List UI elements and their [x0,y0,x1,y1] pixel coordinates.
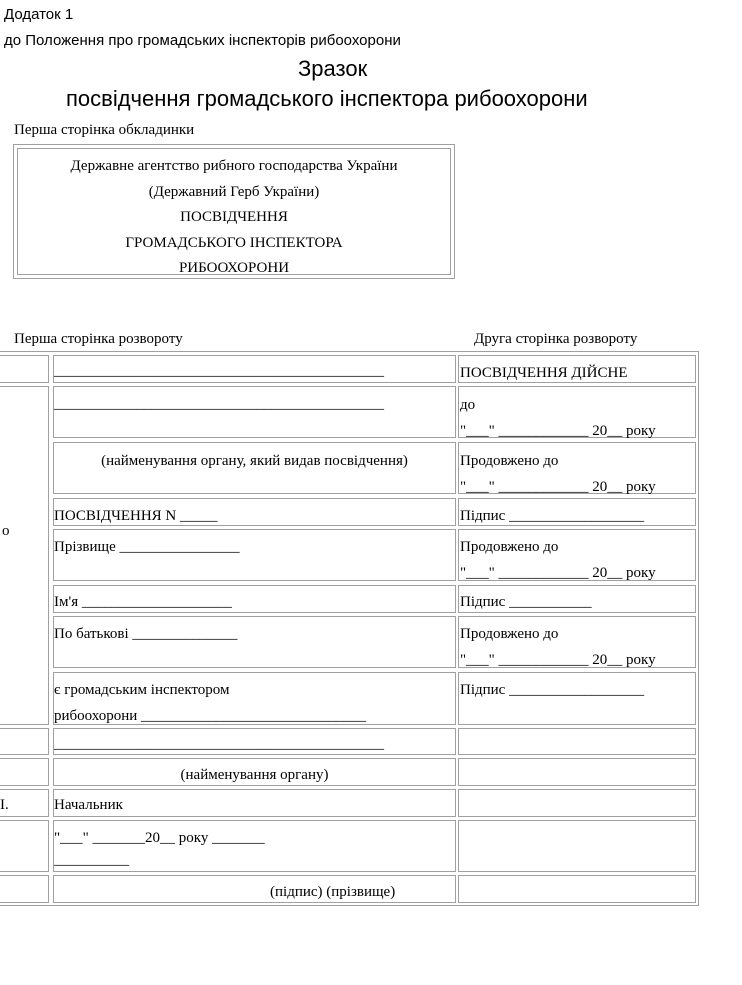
side-cell [0,355,49,383]
right-cell [458,386,696,438]
right-cell [458,498,696,526]
inspector-status-blank: рибоохорони ______________________________ [54,708,367,724]
chief-label: Начальник [54,797,123,813]
right-cell [458,758,696,786]
cover-caption: Перша сторінка обкладинки [14,122,195,138]
name-field: Ім'я ____________________ [54,594,232,610]
organ-label: (найменування органу) [180,767,329,783]
left-cell [53,728,456,755]
sign-label: (підпис) (прізвище) [270,884,396,900]
blank-line: ____________________________________________ [54,396,384,412]
signature-line: Підпис __________________ [460,682,645,698]
valid-until: до [460,397,476,413]
right-cell [458,820,696,872]
extended-label: Продовжено до [460,626,559,642]
spread-right-caption: Друга сторінка розвороту [474,331,638,347]
issuer-label: (найменування органу, який видав посвідчення) [101,453,408,469]
left-cell [53,820,456,872]
blank-line: ____________________________________________ [54,736,384,752]
extended-label: Продовжено до [460,453,559,469]
appendix-reference: до Положення про громадських інспекторів рибоохорони [4,32,401,49]
right-cell [458,585,696,613]
right-cell [458,442,696,494]
surname-field: Прізвище ________________ [54,539,240,555]
side-cell [0,728,49,755]
signature-line: Підпис ___________ [460,594,592,610]
cert-number: ПОСВІДЧЕННЯ N _____ [54,508,218,524]
side-cell [0,758,49,786]
left-cell [53,789,456,817]
appendix-label: Додаток 1 [4,6,74,23]
doc-title-line2: посвідчення громадського інспектора рибоохорони [66,86,588,111]
blank-line: ____________________________________________ [54,363,384,379]
date-blank: "___" ____________ 20__ року [460,652,656,668]
cover-inspector: ГРОМАДСЬКОГО ІНСПЕКТОРА [125,235,343,251]
side-cell [0,820,49,872]
spread-left-caption: Перша сторінка розвороту [14,331,183,347]
left-cell [53,498,456,526]
date-sign-blank: __________ [54,852,129,868]
side-cell [0,789,49,817]
doc-title-line1: Зразок [298,56,368,81]
right-cell [458,875,696,903]
date-blank: "___" ____________ 20__ року [460,565,656,581]
left-cell [53,585,456,613]
side-mark: о [2,523,10,539]
date-blank: "___" ____________ 20__ року [460,423,656,439]
left-cell [53,386,456,438]
valid-title: ПОСВІДЧЕННЯ ДІЙСНЕ [460,365,628,381]
side-mark: I. [0,797,9,813]
extended-label: Продовжено до [460,539,559,555]
side-cell [0,875,49,903]
cover-emblem: (Державний Герб України) [148,184,320,200]
cover-certificate: ПОСВІДЧЕННЯ [180,209,288,225]
left-cell [53,758,456,786]
patronymic-field: По батькові ______________ [54,626,238,642]
left-cell [53,672,456,725]
left-cell [53,875,456,903]
date-sign-line: "___" _______20__ року _______ [54,830,265,846]
cover-fish-protection: РИБООХОРОНИ [178,260,290,276]
left-cell [53,529,456,581]
left-cell [53,616,456,668]
inspector-status: є громадським інспектором [54,682,230,698]
right-cell [458,728,696,755]
side-cell [0,386,49,725]
cover-box [13,144,455,279]
right-cell [458,672,696,725]
left-cell [53,442,456,494]
right-cell [458,355,696,383]
signature-line: Підпис __________________ [460,508,645,524]
left-cell [53,355,456,383]
right-cell [458,616,696,668]
cover-agency: Державне агентство рибного господарства України [70,158,398,174]
right-cell [458,529,696,581]
date-blank: "___" ____________ 20__ року [460,479,656,495]
right-cell [458,789,696,817]
